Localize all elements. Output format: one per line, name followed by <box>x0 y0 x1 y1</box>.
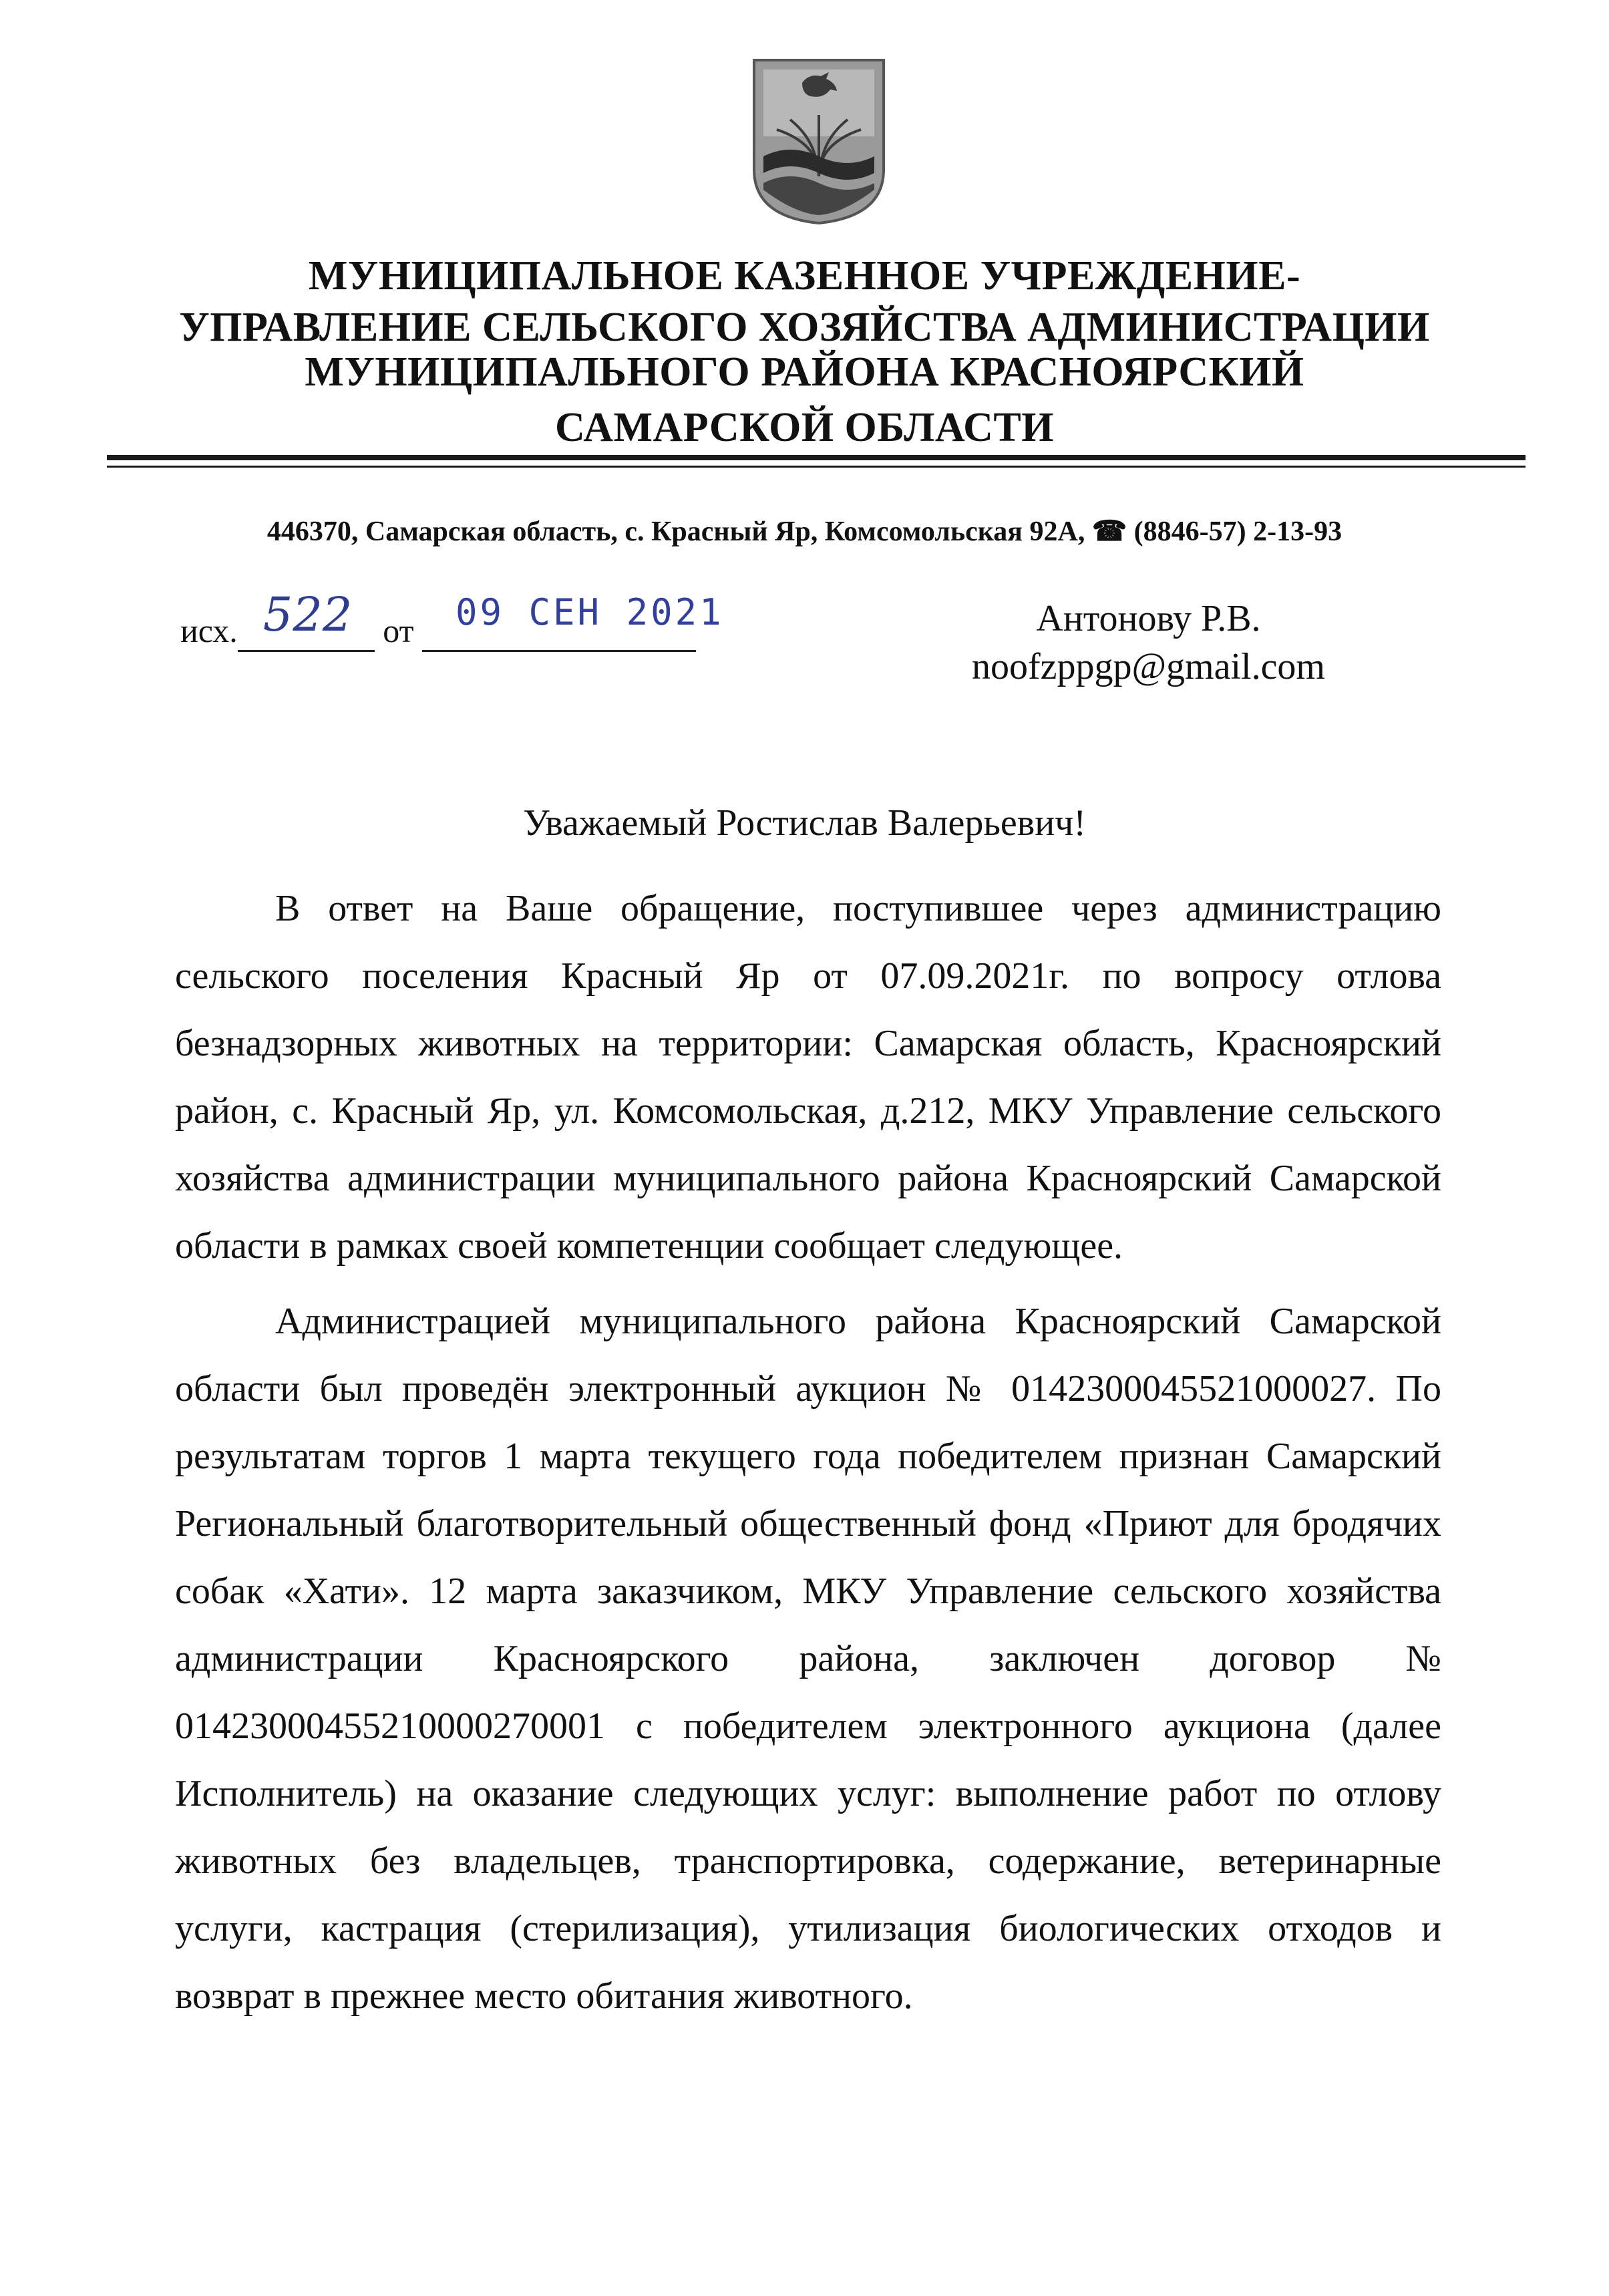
recipient-email: noofzppgp@gmail.com <box>971 646 1325 687</box>
coat-of-arms-icon <box>750 56 888 227</box>
body-paragraph-2: Администрацией муниципального района Красноярский Самарской области был проведён электронный аукцион № 0142300045521000027. По результатам торгов 1 марта текущего года победителем признан Самарский Региональный благотворительный общественный фонд «Приют для бродячих собак «Хати». 12 марта заказчиком, МКУ Управление сельского хозяйства администрации Красноярского района, заключен договор № 01423000455210000270001 с победителем электронного аукциона (далее Исполнитель) на оказание следующих услуг: выполнение работ по отлову животных без владельцев, транспортировка, содержание, ветеринарные услуги, кастрация (стерилизация), утилизация биологических отходов и возврат в прежнее место обитания животного. <box>175 1301 1441 2017</box>
telephone-icon: ☎ <box>1091 516 1127 547</box>
org-name-line-4: САМАРСКОЙ ОБЛАСТИ <box>555 405 1054 450</box>
outgoing-prefix: исх. <box>180 612 238 649</box>
letter-body <box>175 875 1441 2030</box>
org-name-line-1: МУНИЦИПАЛЬНОЕ КАЗЕННОЕ УЧРЕЖДЕНИЕ- <box>308 253 1301 299</box>
outgoing-number: 522 <box>262 587 353 642</box>
outgoing-date-prefix: от <box>383 612 414 649</box>
salutation: Уважаемый Ростислав Валерьевич! <box>523 802 1086 844</box>
org-address-line <box>0 514 1609 548</box>
body-paragraph-1: В ответ на Ваше обращение, поступившее через администрацию сельского поселения Красный Яр от 07.09.2021г. по вопросу отлова безнадзорных животных на территории: Самарская область, Красноярский район, с. Красный Яр, ул. Комсомольская, д.212, МКУ Управление сельского хозяйства администрации муниципального района Красноярский Самарской области в рамках своей компетенции сообщает следующее. <box>175 888 1441 1267</box>
recipient-name: Антонову Р.В. <box>1036 598 1261 639</box>
date-stamp: 09 СЕН 2021 <box>456 591 724 633</box>
org-name-line-3: МУНИЦИПАЛЬНОГО РАЙОНА КРАСНОЯРСКИЙ <box>305 349 1304 395</box>
header-divider-thick <box>107 455 1526 460</box>
outgoing-reference <box>180 587 724 652</box>
org-address: 446370, Самарская область, с. Красный Яр, Комсомольская 92А, <box>266 516 1085 547</box>
org-phone: (8846-57) 2-13-93 <box>1133 516 1343 547</box>
outgoing-number-field <box>238 587 375 652</box>
outgoing-date-field <box>422 591 724 652</box>
recipient-block <box>972 595 1325 691</box>
header-divider-thin <box>107 466 1526 468</box>
org-name-line-2: УПРАВЛЕНИЕ СЕЛЬСКОГО ХОЗЯЙСТВА АДМИНИСТРАЦИИ <box>179 305 1430 350</box>
